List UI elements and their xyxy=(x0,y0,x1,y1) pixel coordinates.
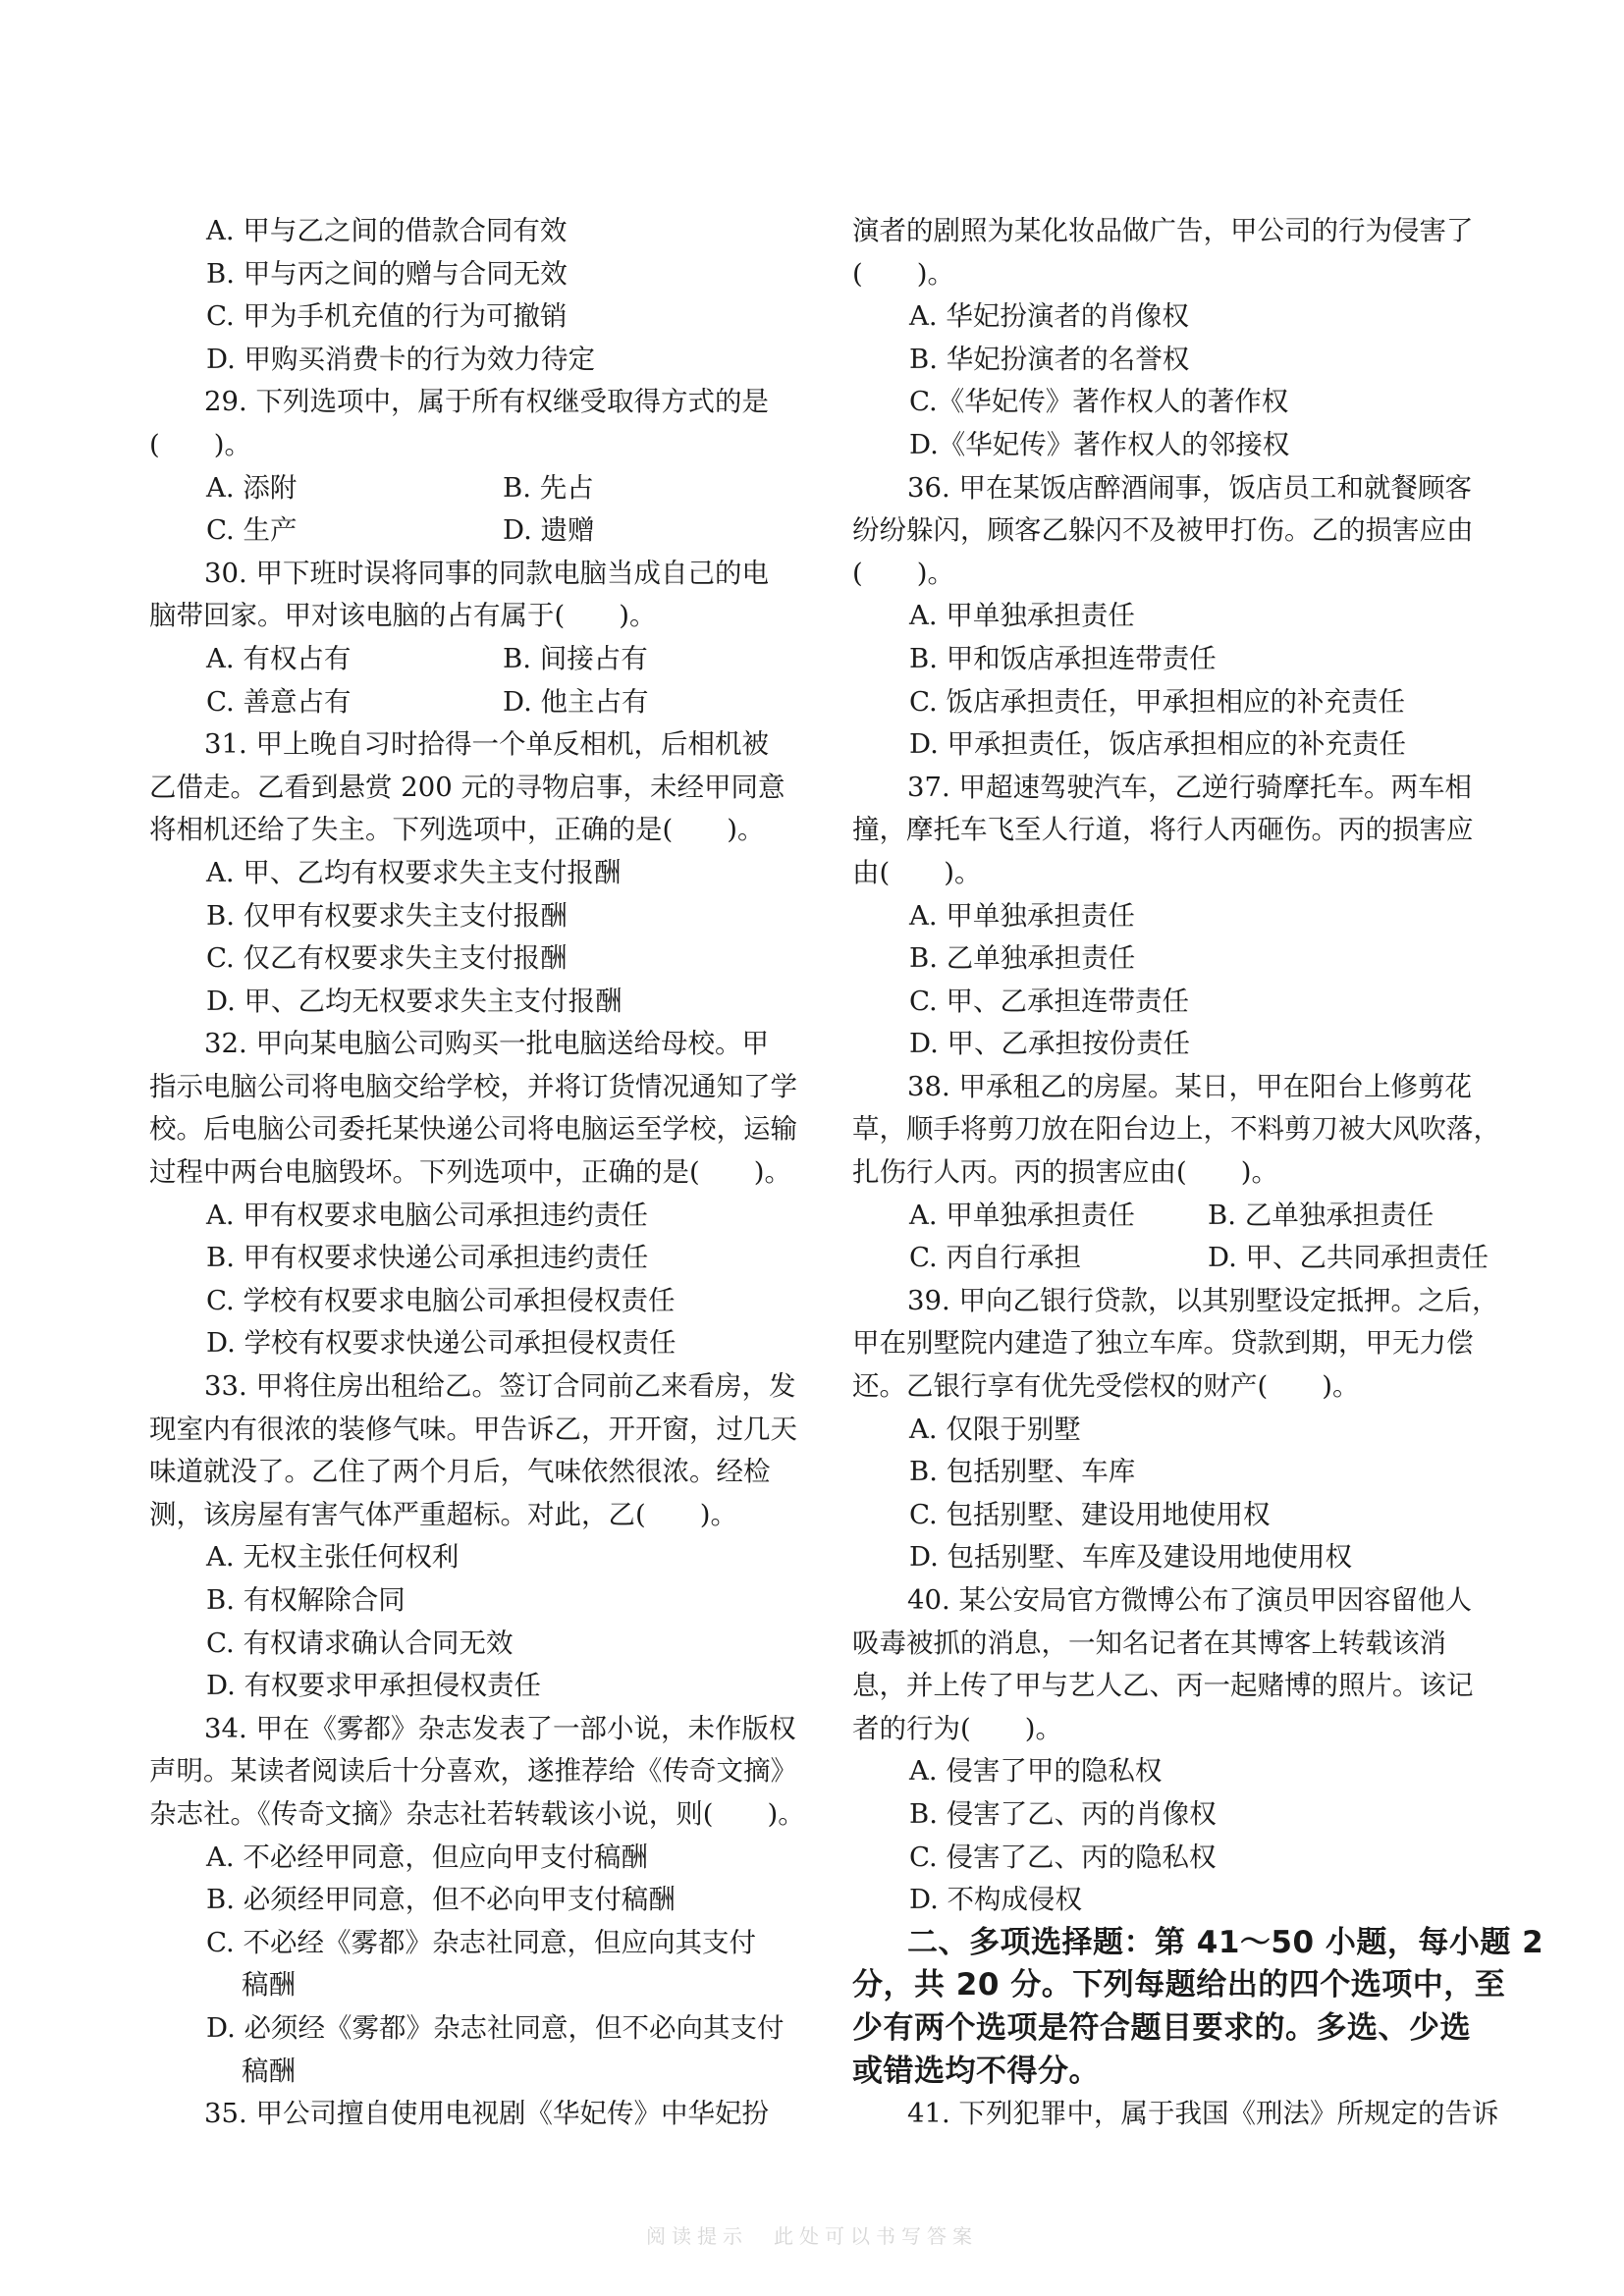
text-line xyxy=(149,723,797,767)
line-text: 味道就没了。乙住了两个月后，气味依然很浓。经检 xyxy=(149,1456,771,1488)
line-text: A. 不必经甲同意，但应向甲支付稿酬 xyxy=(206,1841,648,1873)
text-line xyxy=(852,681,1500,724)
text-line xyxy=(852,767,1500,810)
option-second: B. 先占 xyxy=(503,471,594,504)
line-text: 将相机还给了失主。下列选项中，正确的是( )。 xyxy=(149,814,765,846)
line-text: D. 甲、乙均无权要求失主支付报酬 xyxy=(206,985,623,1017)
text-line xyxy=(852,1409,1500,1452)
text-line xyxy=(149,595,797,638)
line-text: C. 甲、乙承担连带责任 xyxy=(909,985,1190,1017)
text-line xyxy=(149,1879,797,1922)
text-line xyxy=(149,937,797,981)
text-line xyxy=(149,1964,797,2007)
line-text: D. 包括别墅、车库及建设用地使用权 xyxy=(909,1541,1353,1574)
line-text: B. 有权解除合同 xyxy=(206,1584,406,1616)
line-text: 现室内有很浓的装修气味。甲告诉乙，开开窗，过几天 xyxy=(149,1413,797,1445)
text-line xyxy=(852,2093,1500,2136)
line-text: B. 甲有权要求快递公司承担违约责任 xyxy=(206,1242,649,1274)
text-line xyxy=(149,1322,797,1365)
line-text: D. 学校有权要求快递公司承担侵权责任 xyxy=(206,1327,677,1360)
text-line xyxy=(852,509,1500,553)
text-line xyxy=(149,852,797,895)
line-text: C. 有权请求确认合同无效 xyxy=(206,1627,514,1659)
line-text: 31. 甲上晚自习时拾得一个单反相机，后相机被 xyxy=(204,728,769,761)
text-line xyxy=(149,895,797,938)
text-line xyxy=(852,595,1500,638)
line-text: 32. 甲向某电脑公司购买一批电脑送给母校。甲 xyxy=(204,1028,769,1060)
text-line xyxy=(149,2007,797,2051)
text-line xyxy=(149,1409,797,1452)
line-text: A. 甲单独承担责任 xyxy=(909,899,1135,932)
line-text: 稿酬 xyxy=(242,1969,296,2002)
option-second: D. 遗赠 xyxy=(503,514,595,547)
text-line xyxy=(852,381,1500,424)
line-text: B. 华妃扮演者的名誉权 xyxy=(909,343,1190,375)
text-line xyxy=(852,1708,1500,1751)
text-line xyxy=(149,2093,797,2136)
option-second: D. 他主占有 xyxy=(503,685,649,718)
line-text: C. 包括别墅、建设用地使用权 xyxy=(909,1498,1271,1530)
line-text: 扎伤行人丙。丙的损害应由( )。 xyxy=(852,1156,1278,1189)
text-line xyxy=(149,1837,797,1880)
line-text: 35. 甲公司擅自使用电视剧《华妃传》中华妃扮 xyxy=(204,2098,769,2130)
line-text: 38. 甲承租乙的房屋。某日，甲在阳台上修剪花 xyxy=(907,1070,1472,1102)
line-text: C. 仅乙有权要求失主支付报酬 xyxy=(206,942,568,975)
line-text: 39. 甲向乙银行贷款，以其别墅设定抵押。之后， xyxy=(907,1284,1499,1316)
text-line xyxy=(852,1195,1500,1238)
line-text: A. 甲、乙均有权要求失主支付报酬 xyxy=(206,856,622,888)
line-text: A. 仅限于别墅 xyxy=(909,1413,1081,1445)
line-text: ( )。 xyxy=(852,257,954,290)
text-line xyxy=(852,339,1500,382)
left-column xyxy=(149,210,805,2136)
line-text: 34. 甲在《雾都》杂志发表了一部小说，未作版权 xyxy=(204,1712,796,1744)
line-text: D. 必须经《雾都》杂志社同意，但不必向其支付 xyxy=(206,2011,785,2044)
text-line xyxy=(149,1793,805,1837)
line-text: 稿酬 xyxy=(242,2055,296,2087)
line-text: 或错选均不得分。 xyxy=(852,2053,1100,2089)
line-text: 甲在别墅院内建造了独立车库。贷款到期，甲无力偿 xyxy=(852,1327,1474,1360)
text-line xyxy=(149,553,797,596)
line-text: 过程中两台电脑毁坏。下列选项中，正确的是( )。 xyxy=(149,1156,791,1189)
text-line xyxy=(149,638,797,681)
line-text: C. 不必经《雾都》杂志社同意，但应向其支付 xyxy=(206,1926,757,1958)
line-text: B. 乙单独承担责任 xyxy=(909,942,1136,975)
text-line xyxy=(852,1280,1500,1323)
line-text: 33. 甲将住房出租给乙。签订合同前乙来看房，发 xyxy=(204,1370,796,1403)
text-line xyxy=(852,1837,1500,1880)
text-line xyxy=(149,767,797,810)
line-text: ( )。 xyxy=(852,557,954,589)
text-line xyxy=(852,2007,1500,2051)
line-text: 脑带回家。甲对该电脑的占有属于( )。 xyxy=(149,600,657,632)
text-line xyxy=(852,852,1500,895)
text-line xyxy=(852,1365,1500,1409)
text-line xyxy=(852,1579,1500,1623)
text-line xyxy=(149,424,797,467)
line-text: 30. 甲下班时误将同事的同款电脑当成自己的电 xyxy=(204,557,769,589)
line-text: D. 有权要求甲承担侵权责任 xyxy=(206,1670,542,1702)
text-line xyxy=(149,339,797,382)
text-line xyxy=(852,1451,1500,1494)
text-line xyxy=(149,1151,797,1195)
page-footer: 阅读提示 此处可以书写答案 xyxy=(646,2224,978,2248)
line-text: B. 仅甲有权要求失主支付报酬 xyxy=(206,899,568,932)
line-text: 息，并上传了甲与艺人乙、丙一起赌博的照片。该记 xyxy=(852,1670,1474,1702)
line-text: ( )。 xyxy=(149,428,251,460)
text-line xyxy=(149,1195,797,1238)
text-line xyxy=(852,553,1500,596)
text-line xyxy=(852,210,1500,253)
line-text: 纷纷躲闪，顾客乙躲闪不及被甲打伤。乙的损害应由 xyxy=(852,514,1474,547)
text-line xyxy=(852,1750,1500,1793)
text-line xyxy=(149,809,797,852)
line-text: 演者的剧照为某化妆品做广告，甲公司的行为侵害了 xyxy=(852,215,1474,246)
option-second: D. 甲、乙共同承担责任 xyxy=(1208,1242,1489,1274)
line-text: A. 甲与乙之间的借款合同有效 xyxy=(206,215,568,246)
text-line xyxy=(852,467,1500,510)
text-line xyxy=(149,681,797,724)
line-text: 声明。某读者阅读后十分喜欢，遂推荐给《传奇文摘》 xyxy=(149,1755,797,1788)
line-text: D. 甲购买消费卡的行为效力待定 xyxy=(206,343,596,375)
line-text: C. 饭店承担责任，甲承担相应的补充责任 xyxy=(909,685,1406,718)
line-text: 草，顺手将剪刀放在阳台边上，不料剪刀被大风吹落， xyxy=(852,1113,1500,1146)
text-line xyxy=(852,1879,1500,1922)
line-text: C. 生产 xyxy=(206,514,298,547)
line-text: C. 学校有权要求电脑公司承担侵权责任 xyxy=(206,1284,676,1316)
text-line xyxy=(149,2051,797,2094)
text-line xyxy=(149,1536,797,1579)
line-text: B. 侵害了乙、丙的肖像权 xyxy=(909,1797,1217,1830)
line-text: C. 甲为手机充值的行为可撤销 xyxy=(206,300,568,333)
line-text: 杂志社。《传奇文摘》杂志社若转载该小说，则( )。 xyxy=(149,1797,805,1830)
text-line xyxy=(852,981,1500,1024)
text-line xyxy=(149,1451,797,1494)
text-line xyxy=(149,467,797,510)
option-second: B. 乙单独承担责任 xyxy=(1208,1199,1435,1231)
text-line xyxy=(149,981,797,1024)
line-text: 41. 下列犯罪中，属于我国《刑法》所规定的告诉 xyxy=(907,2098,1499,2130)
text-line xyxy=(852,937,1500,981)
line-text: 撞，摩托车飞至人行道，将行人丙砸伤。丙的损害应 xyxy=(852,814,1474,846)
text-line xyxy=(852,1793,1500,1837)
line-text: B. 必须经甲同意，但不必向甲支付稿酬 xyxy=(206,1884,676,1916)
text-line xyxy=(852,295,1500,339)
text-line xyxy=(852,1108,1500,1151)
line-text: 二、多项选择题：第 41～50 小题，每小题 2 xyxy=(907,1924,1544,1960)
text-line xyxy=(852,2051,1500,2094)
text-line xyxy=(149,1108,797,1151)
line-text: A. 有权占有 xyxy=(206,642,352,674)
line-text: C. 丙自行承担 xyxy=(909,1242,1082,1274)
text-line xyxy=(852,1922,1544,1965)
line-text: 36. 甲在某饭店醉酒闹事，饭店员工和就餐顾客 xyxy=(907,471,1472,504)
text-line xyxy=(852,895,1500,938)
text-line xyxy=(852,809,1500,852)
text-line xyxy=(852,1237,1500,1280)
line-text: 吸毒被抓的消息，一知名记者在其博客上转载该消 xyxy=(852,1627,1446,1659)
text-line xyxy=(149,1665,797,1708)
text-line xyxy=(149,1922,797,1965)
line-text: 29. 下列选项中，属于所有权继受取得方式的是 xyxy=(204,386,769,418)
text-line xyxy=(149,1708,797,1751)
line-text: C.《华妃传》著作权人的著作权 xyxy=(909,386,1289,418)
text-line xyxy=(852,1322,1500,1365)
option-second: B. 间接占有 xyxy=(503,642,648,674)
line-text: B. 甲和饭店承担连带责任 xyxy=(909,642,1217,674)
line-text: A. 无权主张任何权利 xyxy=(206,1541,460,1574)
line-text: A. 甲有权要求电脑公司承担违约责任 xyxy=(206,1199,648,1231)
line-text: B. 包括别墅、车库 xyxy=(909,1456,1136,1488)
line-text: 还。乙银行享有优先受偿权的财产( )。 xyxy=(852,1370,1360,1403)
line-text: D. 甲承担责任，饭店承担相应的补充责任 xyxy=(909,728,1407,761)
line-text: C. 善意占有 xyxy=(206,685,352,718)
text-line xyxy=(149,1579,797,1623)
line-text: 由( )。 xyxy=(852,856,982,888)
line-text: A. 添附 xyxy=(206,471,298,504)
line-text: D. 甲、乙承担按份责任 xyxy=(909,1028,1191,1060)
line-text: 校。后电脑公司委托某快递公司将电脑运至学校，运输 xyxy=(149,1113,797,1146)
text-line xyxy=(852,424,1500,467)
line-text: D.《华妃传》著作权人的邻接权 xyxy=(909,428,1290,460)
text-line xyxy=(852,1066,1500,1109)
line-text: 分，共 20 分。下列每题给出的四个选项中，至 xyxy=(852,1967,1506,2003)
text-line xyxy=(149,1750,797,1793)
line-text: D. 不构成侵权 xyxy=(909,1884,1083,1916)
line-text: 指示电脑公司将电脑交给学校，并将订货情况通知了学 xyxy=(149,1070,797,1102)
text-line xyxy=(149,509,797,553)
line-text: A. 侵害了甲的隐私权 xyxy=(909,1755,1163,1788)
line-text: 40. 某公安局官方微博公布了演员甲因容留他人 xyxy=(907,1584,1472,1616)
line-text: 少有两个选项是符合题目要求的。多选、少选 xyxy=(852,2009,1471,2046)
text-line xyxy=(852,1623,1500,1666)
text-line xyxy=(149,1494,797,1537)
text-line xyxy=(852,253,1500,296)
line-text: 37. 甲超速驾驶汽车，乙逆行骑摩托车。两车相 xyxy=(907,771,1472,803)
text-line xyxy=(149,1023,797,1066)
text-line xyxy=(149,253,797,296)
text-line xyxy=(149,381,797,424)
text-line xyxy=(149,1066,797,1109)
text-line xyxy=(852,1023,1500,1066)
text-line xyxy=(149,1237,797,1280)
text-line xyxy=(852,1665,1500,1708)
right-column xyxy=(852,210,1544,2136)
line-text: 测，该房屋有害气体严重超标。对此，乙( )。 xyxy=(149,1498,737,1530)
line-text: 者的行为( )。 xyxy=(852,1712,1062,1744)
text-line xyxy=(149,1623,797,1666)
text-line xyxy=(852,1151,1500,1195)
line-text: A. 甲单独承担责任 xyxy=(909,1199,1135,1231)
text-line xyxy=(852,1536,1500,1579)
line-text: 乙借走。乙看到悬赏 200 元的寻物启事，未经甲同意 xyxy=(149,771,785,803)
text-line xyxy=(852,638,1500,681)
line-text: B. 甲与丙之间的赠与合同无效 xyxy=(206,257,568,290)
text-line xyxy=(852,1964,1506,2007)
line-text: C. 侵害了乙、丙的隐私权 xyxy=(909,1841,1217,1873)
text-line xyxy=(852,1494,1500,1537)
text-line xyxy=(149,295,797,339)
text-line xyxy=(149,210,797,253)
line-text: A. 华妃扮演者的肖像权 xyxy=(909,300,1189,333)
line-text: A. 甲单独承担责任 xyxy=(909,600,1135,632)
text-line xyxy=(852,723,1500,767)
text-line xyxy=(149,1280,797,1323)
text-line xyxy=(149,1365,797,1409)
